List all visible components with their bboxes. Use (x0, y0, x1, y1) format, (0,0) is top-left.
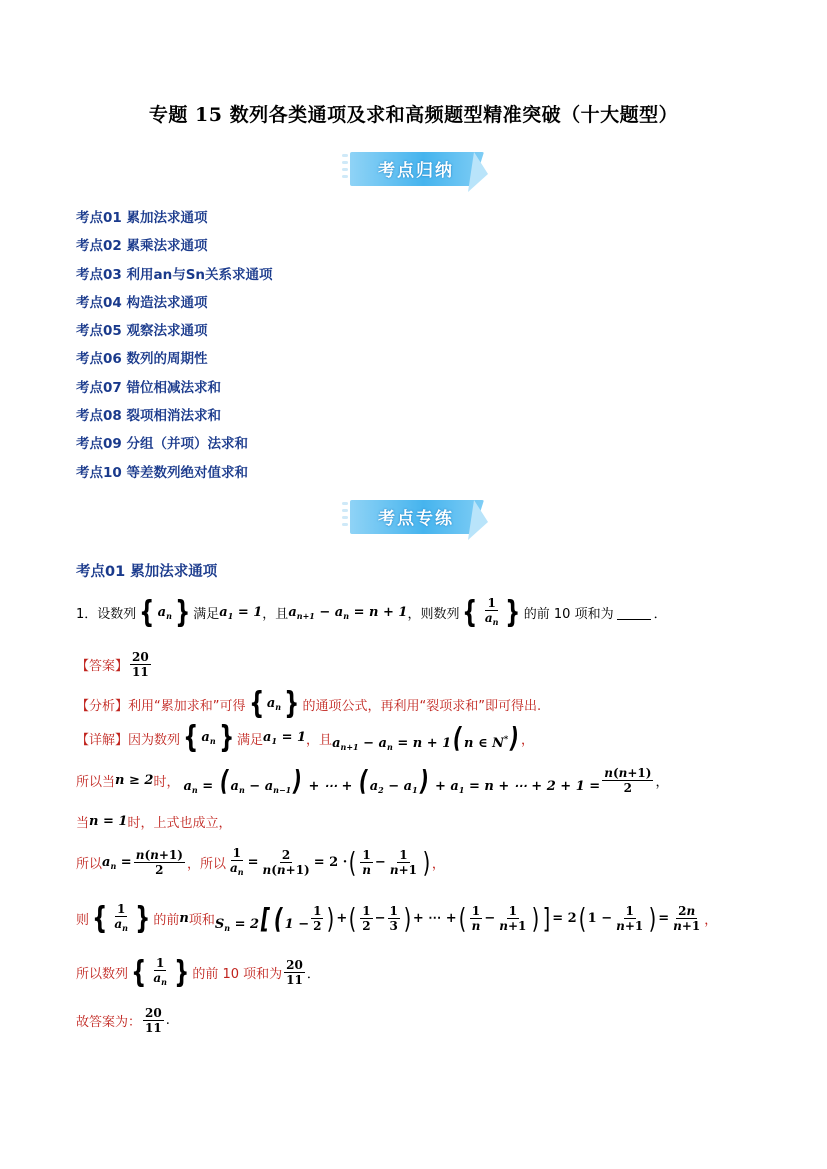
problem-text-and: ，且 (262, 607, 289, 622)
topic-item: 考点09 分组（并项）法求和 (76, 436, 248, 453)
fraction-n-n1-over-2: $\frac{n(n+1)}{2}$ (135, 848, 183, 877)
answer-fraction: $\frac{20}{11}$ (286, 958, 303, 987)
topic-item: 考点02 累乘法求通项 (76, 238, 208, 255)
detail-line-2: 所以当 n ≥ 2 时， $a_n$ = ( $a_n - a_{n-1}$) + ⋯ + ( $a_2 - a_1) + a_1 = n$ + ⋯ + 2 + 1 = $\frac{n(n+1)}{2}$ ， (76, 763, 669, 797)
math-a1-eq-1: $a_1 = 1$ (219, 604, 263, 621)
right-brace: } (505, 594, 521, 630)
topic-item: 考点04 构造法求通项 (76, 294, 208, 311)
fraction-1-over-an: $\frac{1}{a_n}$ (153, 956, 167, 987)
detail-text-3: ，且 (306, 732, 333, 748)
banner-dots-decoration (340, 154, 352, 184)
detail-line2-prefix: 所以当 (76, 775, 116, 790)
detail-line6-end: ． (306, 967, 320, 982)
topic-item: 考点10 等差数列绝对值求和 (76, 464, 248, 481)
math-an: $a_n$ (157, 604, 172, 621)
fraction-1-2: $\frac{1}{2}$ (313, 904, 322, 933)
detail-line6-prefix: 所以数列 (76, 967, 129, 982)
detail-line7-end: . (165, 1013, 170, 1028)
detail-line-6 (76, 956, 320, 989)
answer-blank (617, 605, 651, 620)
left-brace: { (462, 594, 478, 630)
math-recurrence: $a_{n+1} - a_n = n + 1$ (288, 604, 408, 621)
fraction-1-over-n: $\frac{1}{n}$ (471, 904, 481, 933)
analysis-line (76, 686, 542, 721)
fraction-1-2: $\frac{1}{2}$ (362, 904, 371, 933)
fraction-1-over-n: $\frac{1}{n}$ (362, 848, 371, 877)
right-brace: } (218, 720, 234, 755)
left-brace: { (248, 686, 264, 721)
banner-practice-label: 考点专练 (378, 509, 454, 529)
detail-line-3 (76, 812, 231, 831)
left-brace: { (131, 954, 147, 990)
left-brace: { (92, 900, 108, 936)
problem-text-satisfy: 满足 (193, 607, 220, 622)
banner-summary-label: 考点归纳 (378, 161, 454, 181)
math-recurrence-domain: $a_{n+1} - a_n = n + 1$( n ∈ N*) (332, 721, 520, 754)
answer-fraction: $\frac{20}{11}$ (145, 1006, 162, 1035)
detail-label: 【详解】 (76, 732, 129, 748)
detail-line5-end: ， (704, 913, 718, 928)
answer-label: 【答案】 (76, 659, 129, 674)
fraction-1-over-n1: $\frac{1}{n+1}$ (499, 904, 527, 933)
detail-line-5: 则 { $\frac{1}{a_n}$ } 的前 n 项和 $S_n = 2$[ ( 1 − $\frac{1}{2}$ ) + ( $\frac{1}{2}$ − $\frac{1}{3}$ ) + ⋯ + ( $\frac{1}{n}$ − $\frac{1}{n+1}$ ) ] = 2 ( 1 − $\frac{1}{n+1}$ ) = $\frac{2n}{n+1}$ ， (76, 900, 718, 936)
fraction-2-over-n-n1: $\frac{2}{n(n+1)}$ (262, 848, 310, 877)
math-telescoping-sum: $a_n$ = ( $a_n - a_{n-1}$) + ⋯ + ( $a_2 - a_1) + a_1 = n$ + ⋯ + 2 + 1 = (183, 763, 601, 797)
fraction-n-n1-over-2: $\frac{n(n+1)}{2}$ (604, 766, 652, 795)
banner-dots-decoration (340, 502, 352, 532)
topic-item: 考点03 利用an与Sn关系求通项 (76, 266, 273, 283)
fraction-1-over-an: $\frac{1}{a_n}$ (229, 846, 244, 877)
detail-line-1 (76, 720, 535, 755)
detail-line-4: 所以 $a_n$ = $\frac{n(n+1)}{2}$ ，所以 $\frac{1}{a_n}$ = $\frac{2}{n(n+1)}$ = 2 · ( $\frac{1}{n}$ − $\frac{1}{n+1}$ ) ， (76, 845, 445, 879)
banner-practice (340, 496, 488, 540)
fraction-1-over-n1: $\frac{1}{n+1}$ (389, 848, 417, 877)
left-brace: { (183, 720, 199, 755)
detail-line5-prefix: 则 (76, 913, 90, 928)
problem-prefix: 1．设数列 (76, 607, 137, 622)
problem-text-then: ，则数列 (407, 607, 460, 622)
detail-line6-text: 的前 10 项和为 (192, 967, 283, 982)
topic-list (76, 208, 273, 491)
topic-item: 考点07 错位相减法求和 (76, 379, 221, 396)
banner-summary (340, 148, 488, 192)
detail-line4-mid: ，所以 (186, 857, 226, 872)
topic-item: 考点05 观察法求通项 (76, 323, 208, 340)
analysis-label: 【分析】 (76, 698, 129, 714)
analysis-text-2: 的通项公式，再利用“裂项求和”即可得出. (302, 698, 542, 714)
detail-text-1: 因为数列 (128, 732, 181, 748)
analysis-text-1: 利用“累加求和”可得 (128, 698, 246, 714)
math-condition: n ≥ 2 (115, 773, 154, 788)
math-an: $a_n$ = (102, 854, 132, 871)
fraction-1-over-an: $\frac{1}{a_n}$ (484, 596, 499, 627)
detail-line7-prefix: 故答案为： (76, 1015, 142, 1030)
math-condition: n = 1 (89, 814, 128, 829)
detail-line2-when: 时， (153, 775, 180, 790)
detail-line4-prefix: 所以 (76, 857, 103, 872)
detail-line5-mid: 的前 (153, 913, 180, 928)
page-title: 专题 15 数列各类通项及求和高频题型精准突破（十大题型） (148, 104, 679, 126)
math-an: $a_n$ (201, 730, 216, 746)
answer-fraction: $\frac{20}{11}$ (132, 650, 149, 679)
fraction-1-3: $\frac{1}{3}$ (389, 904, 398, 933)
right-brace: } (135, 900, 151, 936)
topic-item: 考点01 累加法求通项 (76, 210, 208, 226)
math-sn-sum: $S_n = 2$[ ( 1 − (214, 901, 310, 935)
detail-line3-prefix: 当 (76, 816, 90, 831)
detail-line3-text: 时，上式也成立， (127, 816, 232, 831)
right-brace: } (174, 954, 190, 990)
math-n: n (179, 911, 189, 926)
math-a1-eq-1: $a_1 = 1$ (263, 730, 307, 746)
detail-text-4: ， (521, 732, 535, 748)
math-an: $a_n$ (266, 696, 282, 712)
answer-line (76, 650, 153, 679)
detail-text-2: 满足 (237, 732, 264, 748)
fraction-2n-over-n1: $\frac{2n}{n+1}$ (673, 904, 701, 933)
problem-text-first10: 的前 10 项和为 (523, 607, 614, 622)
left-brace: { (139, 594, 155, 630)
detail-line5-text: 项和 (188, 913, 215, 928)
detail-line4-end: ， (431, 857, 445, 872)
topic-item: 考点08 裂项相消法求和 (76, 408, 221, 425)
problem-statement (76, 596, 667, 629)
detail-line-7 (76, 1006, 170, 1035)
fraction-1-over-an: $\frac{1}{a_n}$ (114, 902, 128, 933)
section-heading: 考点01 累加法求通项 (76, 564, 218, 580)
right-brace: } (175, 594, 191, 630)
problem-text-end: ． (653, 607, 667, 622)
fraction-1-over-n1: $\frac{1}{n+1}$ (616, 904, 644, 933)
topic-item: 考点06 数列的周期性 (76, 351, 208, 368)
right-brace: } (284, 686, 300, 721)
